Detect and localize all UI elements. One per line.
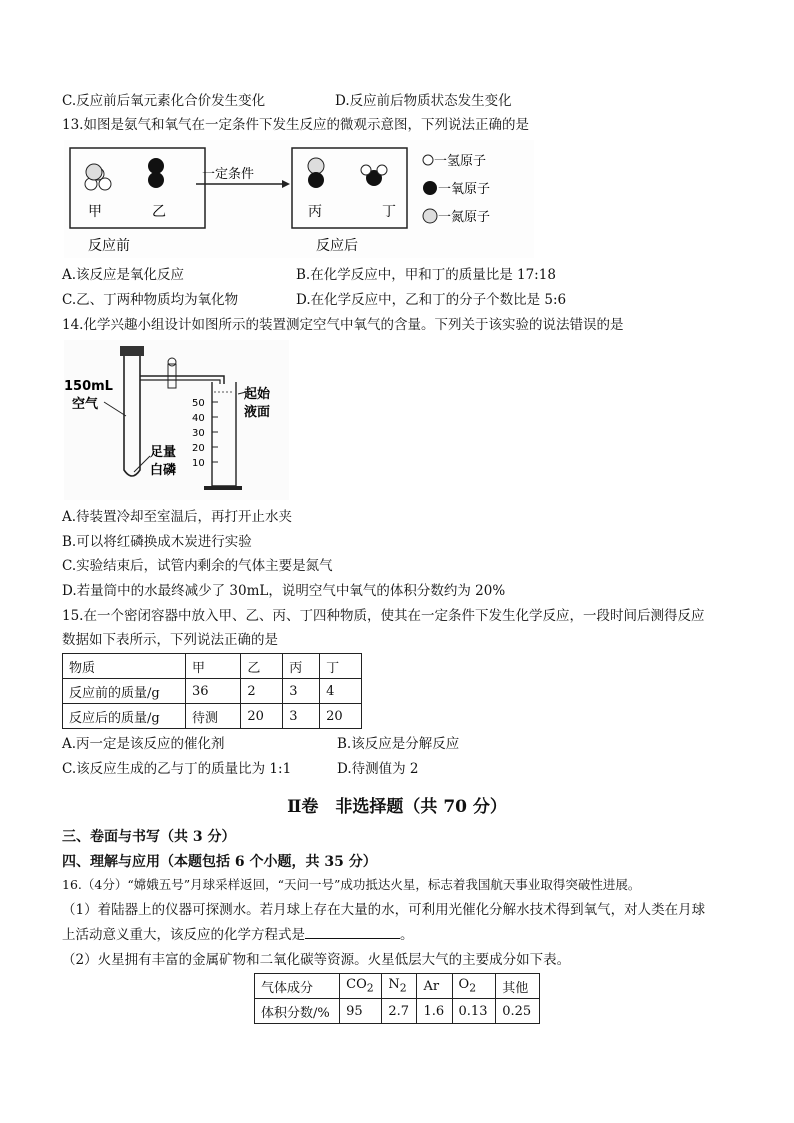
tick-30: 30 — [192, 428, 205, 439]
q13-diagram — [64, 140, 534, 258]
q15-stem-line1: 15.在一个密闭容器中放入甲、乙、丙、丁四种物质，使其在一定条件下发生化学反应，一段时间后测得反应 — [62, 608, 705, 624]
table-cell: $CO_2$ — [340, 974, 382, 999]
table-cell: 体积分数/% — [255, 999, 340, 1024]
table-cell: 气体成分 — [255, 974, 340, 999]
apparatus-diagram — [64, 340, 289, 500]
q16-part1-line1: （1）着陆器上的仪器可探测水。若月球上存在大量的水，可利用光催化分解水技术得到氧气，对人类在月球 — [62, 902, 706, 918]
q13-option-d: D.在化学反应中，乙和丁的分子个数比是 5:6 — [296, 292, 567, 308]
tick-10: 10 — [192, 458, 205, 469]
label-ding: 丁 — [382, 204, 396, 220]
q15-option-c: C.该反应生成的乙与丁的质量比为 1:1 — [62, 761, 292, 777]
table-cell: 36 — [186, 679, 241, 704]
q14-option-c: C.实验结束后，试管内剩余的气体主要是氮气 — [62, 558, 333, 574]
q14-option-a: A.待装置冷却至室温后，再打开止水夹 — [62, 509, 293, 525]
table-cell: 甲 — [186, 654, 241, 679]
q16-part1-line2 — [62, 926, 414, 944]
answer-blank[interactable] — [305, 926, 400, 939]
table-cell: Ar — [417, 974, 452, 999]
air-volume-label: 150mL — [64, 379, 113, 394]
hydrogen-atom-icon — [423, 155, 433, 165]
part2-title: Ⅱ卷 非选择题（共 70 分） — [287, 797, 507, 817]
table-row — [255, 999, 540, 1024]
table-cell: 待测 — [186, 704, 241, 729]
table-cell: $N_2$ — [382, 974, 417, 999]
table-cell: 丙 — [283, 654, 320, 679]
table-cell: 3 — [283, 704, 320, 729]
q12-option-c: C.反应前后氧元素化合价发生变化 — [62, 93, 266, 109]
oxygen-atom-icon — [423, 181, 437, 195]
q15-stem-line2: 数据如下表所示，下列说法正确的是 — [62, 632, 278, 648]
q15-option-b: B.该反应是分解反应 — [337, 736, 460, 752]
q15-option-a: A.丙一定是该反应的催化剂 — [62, 736, 225, 752]
q12-option-d: D.反应前后物质状态发生变化 — [335, 93, 512, 109]
table-cell: $O_2$ — [452, 974, 496, 999]
caption-after: 反应后 — [316, 238, 358, 254]
q15-option-d: D.待测值为 2 — [337, 761, 419, 777]
table-cell: 95 — [340, 999, 382, 1024]
table-cell: 反应前的质量/g — [63, 679, 186, 704]
tick-50: 50 — [192, 398, 205, 409]
legend-hydrogen: 一氢原子 — [434, 154, 487, 169]
table-cell: 3 — [283, 679, 320, 704]
caption-before: 反应前 — [88, 238, 130, 254]
table-cell: 1.6 — [417, 999, 452, 1024]
q14-stem: 14.化学兴趣小组设计如图所示的装置测定空气中氧气的含量。下列关于该实验的说法错误的是 — [62, 317, 624, 333]
table-cell: 4 — [320, 679, 362, 704]
section3-heading: 三、卷面与书写（共 3 分） — [62, 829, 236, 845]
legend-oxygen: 一氧原子 — [438, 182, 491, 197]
table-row — [63, 704, 362, 729]
q16-intro: 16.（4分）“嫦娥五号”月球采样返回，“天问一号”成功抵达火星，标志着我国航天事业取得突破性进展。 — [62, 877, 641, 892]
air-label: 空气 — [72, 397, 99, 412]
table-row — [63, 679, 362, 704]
legend-nitrogen: 一氮原子 — [438, 210, 491, 225]
table-cell: 20 — [241, 704, 283, 729]
table-cell: 2 — [241, 679, 283, 704]
label-jia: 甲 — [88, 204, 102, 220]
q14-apparatus-diagram — [64, 340, 289, 500]
table-cell: 反应后的质量/g — [63, 704, 186, 729]
phosphorus-label-2: 白磷 — [150, 463, 177, 478]
table-header-row — [255, 974, 540, 999]
nitrogen-atom-icon — [423, 209, 437, 223]
q13-stem: 13.如图是氨气和氧气在一定条件下发生反应的微观示意图，下列说法正确的是 — [62, 117, 529, 133]
reaction-micro-diagram — [64, 140, 534, 258]
q16-part2: （2）火星拥有丰富的金属矿物和二氧化碳等资源。火星低层大气的主要成分如下表。 — [62, 952, 571, 968]
table-cell: 20 — [320, 704, 362, 729]
q16-part1-text: 上活动意义重大，该反应的化学方程式是 — [62, 927, 305, 943]
table-cell: 其他 — [496, 974, 540, 999]
mars-atmosphere-table — [254, 973, 540, 1024]
q15-data-table — [62, 653, 362, 729]
arrow-label: 一定条件 — [202, 167, 255, 182]
phosphorus-label-1: 足量 — [150, 445, 177, 460]
q13-option-a: A.该反应是氧化反应 — [62, 267, 185, 283]
tick-40: 40 — [192, 413, 205, 424]
table-cell: 物质 — [63, 654, 186, 679]
table-header-row — [63, 654, 362, 679]
q13-option-c: C.乙、丁两种物质均为氧化物 — [62, 292, 239, 308]
q13-option-b: B.在化学反应中，甲和丁的质量比是 17:18 — [296, 267, 556, 283]
table-cell: 0.25 — [496, 999, 540, 1024]
table-cell: 0.13 — [452, 999, 496, 1024]
start-level-label-2: 液面 — [244, 405, 271, 420]
label-yi: 乙 — [152, 204, 166, 220]
q14-option-d: D.若量筒中的水最终减少了 30mL，说明空气中氧气的体积分数约为 20% — [62, 583, 506, 599]
section4-heading: 四、理解与应用（本题包括 6 个小题，共 35 分） — [62, 854, 377, 870]
start-level-label-1: 起始 — [244, 387, 271, 402]
tick-20: 20 — [192, 443, 205, 454]
q14-option-b: B.可以将红磷换成木炭进行实验 — [62, 534, 252, 550]
table-cell: 乙 — [241, 654, 283, 679]
table-cell: 2.7 — [382, 999, 417, 1024]
label-bing: 丙 — [308, 204, 322, 220]
table-cell: 丁 — [320, 654, 362, 679]
q16-part1-end: 。 — [400, 927, 414, 943]
